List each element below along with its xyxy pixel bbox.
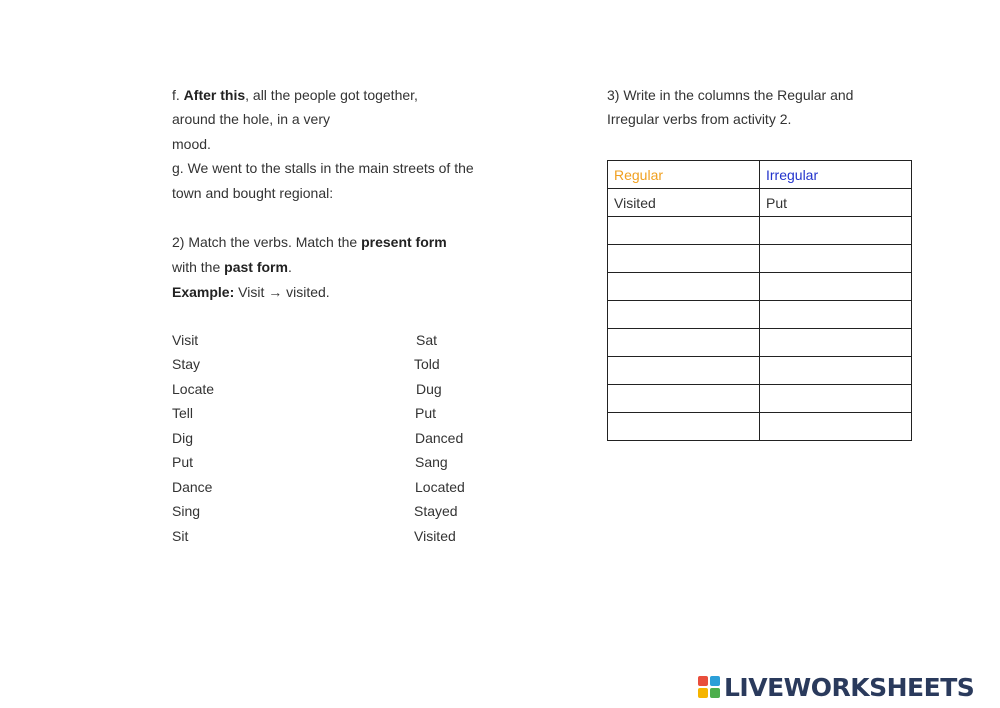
regular-irregular-table bbox=[607, 160, 912, 441]
header-irregular: Irregular bbox=[760, 161, 912, 189]
past-verb-item: Danced bbox=[415, 430, 464, 446]
q2-example bbox=[172, 283, 330, 301]
present-verb-item: Visit bbox=[172, 332, 199, 348]
regular-cell[interactable] bbox=[608, 217, 760, 245]
liveworksheets-logo bbox=[698, 673, 974, 701]
table-row bbox=[608, 329, 912, 357]
present-verb-item: Sing bbox=[172, 503, 201, 519]
example-label: Example: bbox=[172, 284, 235, 300]
regular-cell[interactable]: Visited bbox=[608, 189, 760, 217]
present-verb-item: Tell bbox=[172, 405, 194, 421]
item-f-line3: mood. bbox=[172, 136, 211, 152]
q2-past-form: past form bbox=[224, 259, 288, 275]
regular-cell[interactable] bbox=[608, 413, 760, 441]
present-verb-item: Locate bbox=[172, 381, 215, 397]
table-row bbox=[608, 301, 912, 329]
regular-cell[interactable] bbox=[608, 329, 760, 357]
irregular-cell[interactable] bbox=[760, 357, 912, 385]
present-verb-item: Stay bbox=[172, 356, 201, 372]
past-verb-item: Stayed bbox=[414, 503, 458, 519]
past-verb-item: Put bbox=[415, 405, 437, 421]
irregular-cell[interactable] bbox=[760, 245, 912, 273]
irregular-cell[interactable]: Put bbox=[760, 189, 912, 217]
logo-text: LIVEWORKSHEETS bbox=[724, 672, 975, 702]
table-row bbox=[608, 245, 912, 273]
past-verb-item: Sat bbox=[416, 332, 438, 348]
table-row bbox=[608, 217, 912, 245]
regular-cell[interactable] bbox=[608, 301, 760, 329]
q3-line2: Irregular verbs from activity 2. bbox=[607, 111, 792, 127]
past-verb-item: Located bbox=[415, 479, 465, 495]
table-header-row bbox=[608, 161, 912, 189]
irregular-cell[interactable] bbox=[760, 413, 912, 441]
q2-line1 bbox=[172, 233, 447, 251]
q2-line2 bbox=[172, 258, 292, 276]
item-f-bold: After this bbox=[183, 87, 246, 103]
present-verb-item: Dig bbox=[172, 430, 194, 446]
item-f-line2: around the hole, in a very bbox=[172, 111, 330, 127]
q2-line2-suffix: . bbox=[287, 259, 292, 275]
q3-line1: 3) Write in the columns the Regular and bbox=[607, 87, 854, 103]
regular-cell[interactable] bbox=[608, 245, 760, 273]
table-row bbox=[608, 385, 912, 413]
item-f-rest: , all the people got together, bbox=[245, 87, 418, 103]
table-row bbox=[608, 273, 912, 301]
irregular-cell[interactable] bbox=[760, 385, 912, 413]
present-verb-item: Sit bbox=[172, 528, 189, 544]
irregular-cell[interactable] bbox=[760, 301, 912, 329]
past-verb-item: Told bbox=[414, 356, 440, 372]
item-f-line1 bbox=[172, 86, 418, 104]
liveworksheets-logo-icon bbox=[698, 676, 720, 698]
irregular-cell[interactable] bbox=[760, 273, 912, 301]
present-verb-item: Dance bbox=[172, 479, 213, 495]
past-verb-item: Visited bbox=[414, 528, 456, 544]
regular-cell[interactable] bbox=[608, 385, 760, 413]
irregular-cell[interactable] bbox=[760, 329, 912, 357]
q2-present-form: present form bbox=[361, 234, 447, 250]
table-row bbox=[608, 357, 912, 385]
regular-cell[interactable] bbox=[608, 273, 760, 301]
past-verb-item: Dug bbox=[416, 381, 442, 397]
table-row bbox=[608, 413, 912, 441]
present-verb-item: Put bbox=[172, 454, 194, 470]
item-f-prefix: f. bbox=[172, 87, 184, 103]
regular-cell[interactable] bbox=[608, 357, 760, 385]
example-text: Visit → visited. bbox=[234, 284, 330, 300]
item-g-line2: town and bought regional: bbox=[172, 185, 334, 201]
item-g-line1: g. We went to the stalls in the main streets of the bbox=[172, 160, 474, 176]
header-regular: Regular bbox=[608, 161, 760, 189]
irregular-cell[interactable] bbox=[760, 217, 912, 245]
q2-line2-text: with the bbox=[172, 259, 225, 275]
past-verb-item: Sang bbox=[415, 454, 448, 470]
table-row bbox=[608, 189, 912, 217]
q2-line1-text: 2) Match the verbs. Match the bbox=[172, 234, 362, 250]
